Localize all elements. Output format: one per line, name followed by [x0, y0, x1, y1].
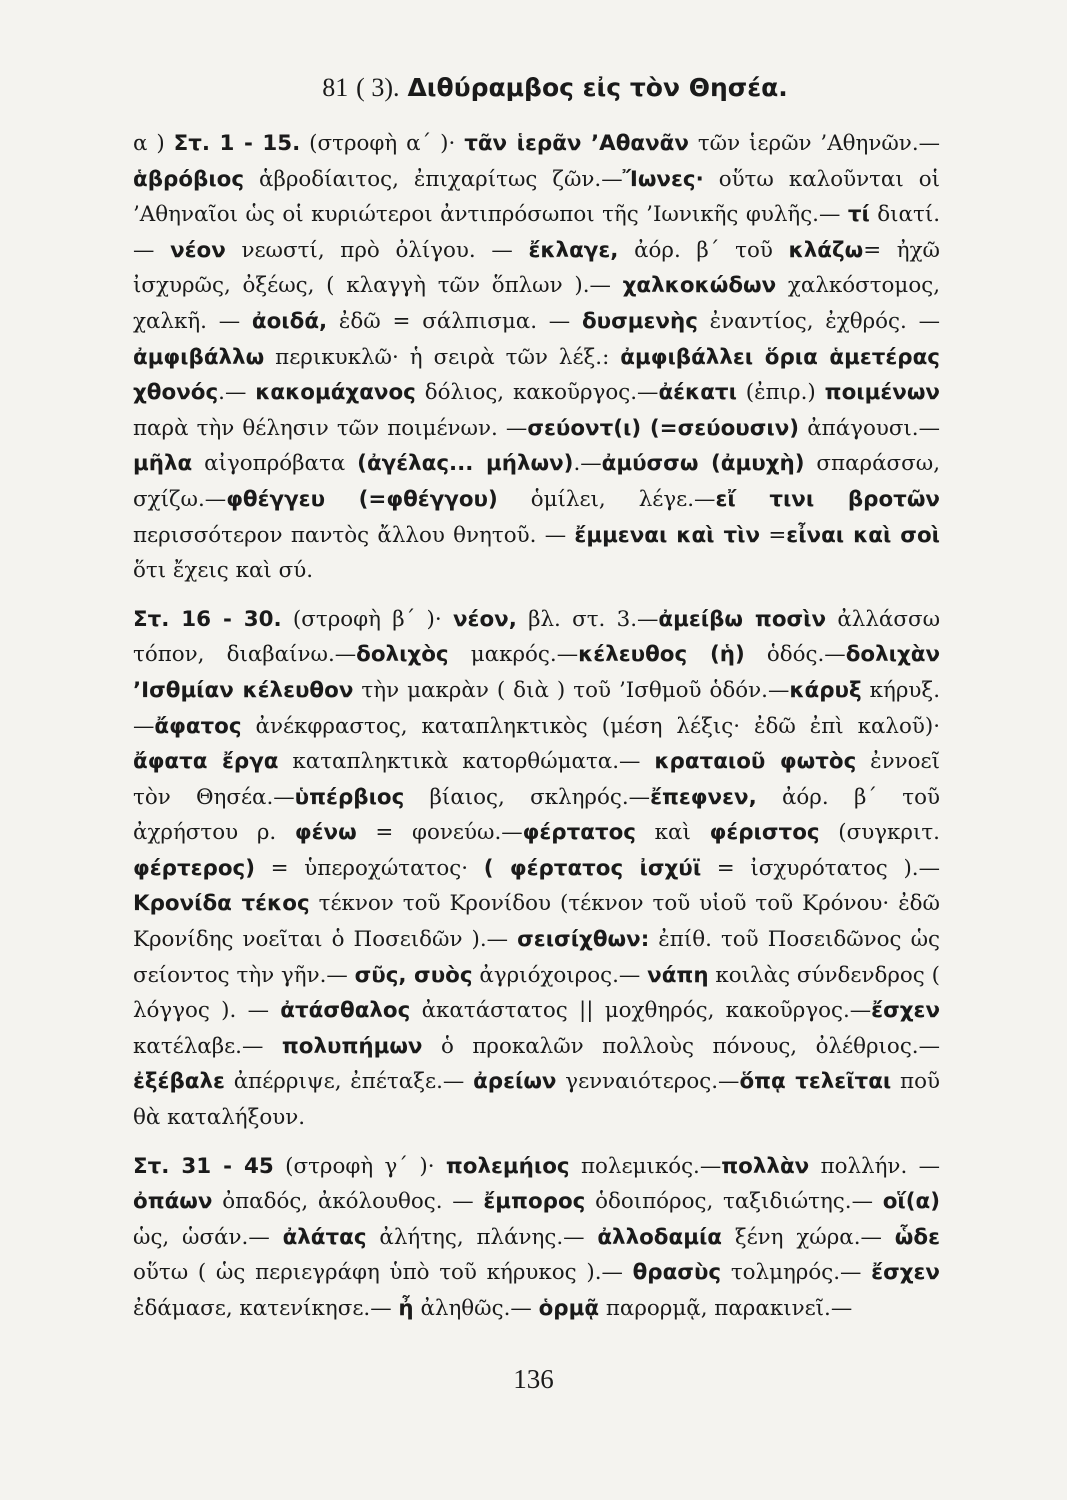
gloss: .— — [218, 380, 256, 406]
gloss: (ἐπιρ.) — [736, 380, 825, 406]
gloss: κοιλὰς σύνδενδρος ( λόγγος ). — — [133, 962, 940, 1024]
lemma: ( φέρτατος ἰσχύϊ — [483, 855, 702, 881]
gloss: = φονεύω.— — [356, 820, 523, 846]
page-heading — [130, 70, 980, 106]
gloss: (στροφὴ β΄ )· — [281, 606, 453, 632]
gloss: χαλκόστομος, χαλκῆ. — — [133, 273, 940, 334]
lemma: ἀλλοδαμία — [597, 1224, 722, 1250]
gloss: = ἠχῶ ἰσχυρῶς, ὀξέως, ( κλαγγὴ τῶν ὅπλων ).— — [133, 237, 940, 299]
lemma: ἀλάτας — [282, 1224, 367, 1250]
lemma: Ἴωνες· — [622, 166, 704, 192]
gloss: ἐπίθ. τοῦ Ποσειδῶνος ὡς σείοντος τὴν γῆν.— — [133, 927, 940, 988]
lemma: πολυπήμων — [281, 1033, 423, 1059]
gloss: ξένη χώρα.— — [721, 1224, 895, 1250]
gloss: περισσότερον παντὸς ἄλλου θνητοῦ. — — [133, 522, 575, 548]
lemma: ἀοιδά, — [251, 308, 328, 334]
gloss: α ) — [133, 131, 174, 156]
lemma: τί — [847, 202, 870, 228]
lemma: ἀμφιβάλλει ὅρια ἁμετέρας χθονός — [133, 344, 940, 406]
gloss: καταπληκτικὰ κατορθώματα.— — [278, 749, 655, 775]
gloss: πολλήν. — — [809, 1153, 940, 1179]
gloss: παρορμᾷ, παρακινεῖ.— — [599, 1296, 853, 1321]
lemma: ἔπεφνεν, — [650, 784, 757, 810]
lemma: ἔκλαγε, — [528, 237, 619, 263]
lemma: ἔμμεναι καὶ τὶν — [574, 522, 761, 548]
gloss: οὕτω ( ὡς περιεγράφη ὑπὸ τοῦ κήρυκος ).— — [133, 1260, 633, 1286]
lemma: Στ. 16 - 30. — [133, 606, 282, 632]
gloss: = — [760, 522, 787, 548]
gloss: ἀπάγουσι.— — [799, 415, 941, 441]
paragraph-3 — [133, 1149, 940, 1327]
gloss: ἀληθῶς.— — [413, 1296, 539, 1321]
lemma: κέλευθος (ἡ) — [578, 642, 745, 668]
heading-note: ( 3). — [356, 73, 400, 102]
lemma: δολιχὰν ’Ισθμίαν κέλευθον — [133, 642, 941, 703]
gloss: (στροφὴ α΄ )· — [300, 131, 465, 156]
lemma: φένω — [294, 820, 357, 846]
gloss: γενναιότερος.— — [556, 1069, 740, 1095]
lemma: κραταιοῦ φωτὸς — [654, 749, 857, 775]
gloss: παρὰ τὴν θέλησιν τῶν ποιμένων. — — [133, 415, 528, 441]
page-number: 136 — [513, 1364, 554, 1394]
gloss: ὁ προκαλῶν πολλοὺς πόνους, ὀλέθριος.— — [422, 1033, 940, 1059]
lemma: ἔμπορος — [483, 1189, 586, 1215]
lemma: σῦς, συὸς — [354, 962, 473, 988]
lemma: δυσμενὴς — [581, 308, 698, 334]
gloss: τέκνον τοῦ Κρονίδου (τέκνον τοῦ υἱοῦ τοῦ Κρόνου· ἐδῶ Κρονίδης νοεῖται ὁ Ποσειδῶν ).— — [133, 891, 940, 953]
lemma: ἀρείων — [473, 1069, 557, 1095]
lemma: εἴ τινι βροτῶν — [715, 486, 940, 512]
gloss: ἀπέρριψε, ἐπέταξε.— — [224, 1069, 474, 1095]
lemma: νέον — [170, 237, 226, 263]
gloss: περικυκλῶ· ἡ σειρὰ τῶν λέξ.: — [264, 344, 621, 370]
lemma: Στ. 31 - 45 — [133, 1153, 274, 1179]
lemma: χαλκοκώδων — [622, 273, 777, 299]
gloss: = ἰσχυρότατος ).— — [701, 855, 940, 881]
gloss: ἀόρ. β΄ τοῦ — [618, 237, 789, 263]
gloss: ἀγριόχοιρος.— — [472, 962, 648, 988]
paragraph-1 — [133, 126, 940, 589]
lemma: ἐξέβαλε — [133, 1069, 225, 1095]
lemma: κάρυξ — [789, 677, 862, 703]
lemma: μῆλα — [133, 451, 193, 477]
lemma: νάπη — [647, 962, 709, 988]
paragraph-2 — [133, 602, 940, 1136]
lemma: ἀέκατι — [658, 380, 737, 406]
gloss: ἐννοεῖ τὸν Θησέα.— — [133, 749, 940, 810]
gloss: ἐδῶ = σάλπισμα. — — [327, 308, 582, 334]
gloss: βλ. στ. 3.— — [516, 606, 659, 632]
gloss: ἀνέκφραστος, καταπληκτικὸς (μέση λέξις· ἐδῶ ἐπὶ καλοῦ)· — [241, 713, 940, 739]
gloss: τολμηρός.— — [721, 1260, 872, 1286]
lemma: ποιμένων — [824, 380, 940, 406]
lemma: ἄφατος — [154, 713, 242, 739]
lemma: ἁβρόβιος — [133, 166, 245, 192]
gloss: ὀπαδός, ἀκόλουθος. — — [212, 1189, 484, 1215]
gloss: αἰγοπρόβατα — [192, 451, 358, 477]
gloss: .— — [573, 451, 602, 477]
gloss: διατί. — — [133, 202, 941, 263]
gloss: ἀκατάστατος || μοχθηρός, κακοῦργος.— — [410, 998, 872, 1024]
gloss: τὴν μακρὰν ( διὰ ) τοῦ ’Ισθμοῦ ὁδόν.— — [353, 677, 790, 703]
gloss: ὁδός.— — [744, 642, 846, 668]
lemma: φθέγγευ (=φθέγγου) — [226, 486, 498, 512]
gloss: καὶ — [635, 820, 710, 846]
lemma: δολιχὸς — [356, 642, 449, 668]
lemma: ἔσχεν — [871, 1260, 940, 1286]
lemma: τᾶν ἱερᾶν ’Αθανᾶν — [464, 131, 689, 156]
gloss: ὁμίλει, λέγε.— — [497, 486, 716, 512]
gloss: κατέλαβε.— — [133, 1033, 282, 1059]
lemma: φέρτατος — [522, 820, 636, 846]
lemma: ὁρμᾷ — [538, 1296, 600, 1321]
gloss: ὡς, ὡσάν.— — [133, 1224, 283, 1250]
lemma: κακομάχανος — [255, 380, 416, 406]
gloss: δόλιος, κακοῦργος.— — [415, 380, 659, 406]
lemma: πολλὰν — [721, 1153, 810, 1179]
gloss: πολεμικός.— — [569, 1153, 722, 1179]
gloss: ἀλήτης, πλάνης.— — [366, 1224, 598, 1250]
gloss: (στροφὴ γ΄ )· — [273, 1153, 446, 1179]
gloss: (συγκριτ. — [819, 820, 940, 846]
lemma: φέρτερος) — [133, 855, 255, 881]
lemma: Κρονίδα τέκος — [133, 891, 310, 917]
lemma: ὅπᾳ τελεῖται — [739, 1069, 892, 1095]
gloss: οὕτω καλοῦνται οἱ ’Αθηναῖοι ὡς οἱ κυριώτεροι ἀντιπρόσωποι τῆς ’Ιωνικῆς φυλῆς.— — [133, 166, 940, 228]
heading-number: 81 — [322, 73, 349, 102]
lemma: νέον, — [452, 606, 517, 632]
lemma: ὀπάων — [133, 1189, 213, 1215]
lemma: (ἀγέλας... μήλων) — [357, 451, 574, 477]
gloss: ὅτι ἔχεις καὶ σύ. — [133, 558, 313, 584]
gloss: ὁδοιπόρος, ταξιδιώτης.— — [585, 1189, 883, 1215]
lemma: ὑπέρβιος — [294, 784, 405, 810]
lemma: οἵ(α) — [882, 1189, 940, 1215]
lemma: ἦ — [398, 1296, 414, 1321]
lemma: φέριστος — [709, 820, 820, 846]
gloss: κήρυξ.— — [133, 677, 940, 739]
lemma: ἀμύσσω (ἀμυχὴ) — [601, 451, 805, 477]
lemma: πολεμήιος — [445, 1153, 570, 1179]
lemma: θρασὺς — [632, 1260, 722, 1286]
gloss: ἀόρ. β΄ τοῦ ἀχρήστου ρ. — [133, 784, 941, 846]
lemma: κλάζω — [788, 237, 864, 263]
gloss: ἁβροδίαιτος, ἐπιχαρίτως ζῶν.— — [244, 166, 623, 192]
gloss: = ὑπεροχώτατος· — [254, 855, 484, 881]
lemma: σεύοντ(ι) (=σεύουσιν) — [527, 415, 800, 441]
lemma: ὧδε — [894, 1224, 940, 1250]
lemma: σεισίχθων: — [517, 927, 650, 953]
lemma: Στ. 1 - 15. — [173, 131, 301, 156]
gloss: σπαράσσω, σχίζω.— — [133, 451, 940, 512]
gloss: μακρός.— — [448, 642, 579, 668]
gloss: νεωστί, πρὸ ὀλίγου. — — [225, 237, 529, 263]
lemma: ἔσχεν — [871, 998, 941, 1024]
gloss: τῶν ἱερῶν ’Αθηνῶν.— — [688, 131, 941, 156]
lemma: ἀμφιβάλλω — [133, 344, 265, 370]
gloss: βίαιος, σκληρός.— — [404, 784, 651, 810]
lemma: εἶναι καὶ σοὶ — [786, 522, 940, 548]
heading-title: Διθύραμβος εἰς τὸν Θησέα. — [407, 73, 788, 102]
gloss: ἐναντίος, ἐχθρός. — — [697, 308, 940, 334]
gloss: ἐδάμασε, κατενίκησε.— — [133, 1296, 399, 1321]
commentary-body — [133, 126, 940, 1327]
lemma: ἄφατα ἔργα — [133, 749, 279, 775]
gloss: ἀλλάσσω τόπον, διαβαίνω.— — [133, 606, 941, 668]
gloss: ποῦ θὰ καταλήξουν. — [133, 1069, 940, 1131]
lemma: ἀτάσθαλος — [280, 998, 411, 1024]
lemma: ἀμείβω ποσὶν — [658, 606, 827, 632]
